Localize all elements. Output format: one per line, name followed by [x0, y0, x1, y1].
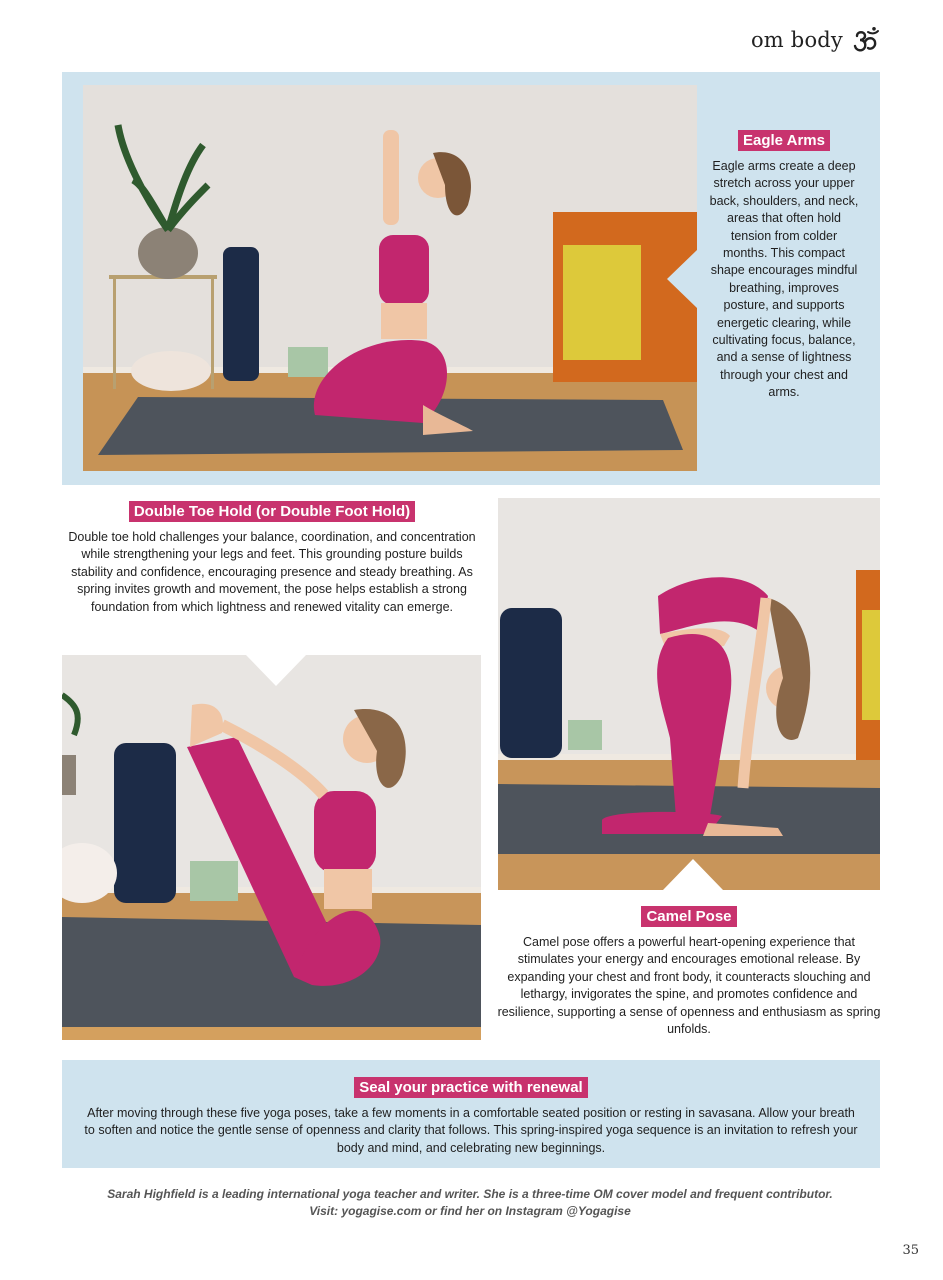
camel-pose-pointer — [663, 859, 723, 890]
seal-title: Seal your practice with renewal — [354, 1077, 587, 1098]
camel-pose-photo — [498, 498, 880, 890]
om-symbol-icon — [853, 26, 881, 54]
author-credit-line-2: Visit: yogagise.com or find her on Instagram @Yogagise — [309, 1204, 631, 1218]
author-credit-line-1: Sarah Highfield is a leading international yoga teacher and writer. She is a three-time OM cover model and frequent contributor. — [107, 1187, 833, 1201]
page-number: 35 — [902, 1243, 919, 1258]
author-credit — [70, 1186, 870, 1220]
page-header — [751, 26, 881, 54]
seal-text: After moving through these five yoga poses, take a few moments in a comfortable seated position or resting in savasana. Allow your breath to soften and notice the gentle sense of openness and clarity that follows. This spring-inspired yoga sequence is an invitation to refresh your body and mind, and celebrating new beginnings. — [84, 1106, 858, 1155]
camel-pose-title: Camel Pose — [641, 906, 736, 927]
double-toe-hold-photo — [62, 655, 481, 1040]
eagle-arms-copy — [707, 130, 861, 402]
eagle-arms-photo — [83, 85, 697, 471]
double-toe-hold-text: Double toe hold challenges your balance, coordination, and concentration while strengthening your legs and feet. This grounding posture builds stability and confidence, encouraging presence and steady breathing. As spring invites growth and movement, the pose helps establish a strong foundation from which lightness and renewed vitality can emerge. — [68, 530, 476, 614]
double-toe-hold-title: Double Toe Hold (or Double Foot Hold) — [129, 501, 415, 522]
double-toe-hold-pointer — [246, 655, 306, 686]
double-toe-hold-copy — [64, 501, 480, 616]
section-name: om body — [750, 28, 843, 52]
seal-copy — [82, 1077, 860, 1157]
eagle-arms-text: Eagle arms create a deep stretch across your upper back, shoulders, and neck, areas that often hold tension from colder months. This compact shape encourages mindful breathing, improves posture, and supports energetic clearing, while cultivating focus, balance, and a sense of lightness through your chest and arms. — [709, 159, 859, 400]
camel-pose-text: Camel pose offers a powerful heart-opening experience that stimulates your energy and encourages emotional release. By expanding your chest and front body, it counteracts slouching and lethargy, invigorates the spine, and promotes confidence and resilience, supporting a sense of openness and enthusiasm as spring unfolds. — [497, 935, 881, 1037]
camel-pose-copy — [496, 906, 882, 1038]
eagle-arms-title: Eagle Arms — [738, 130, 830, 151]
eagle-arms-pointer — [667, 250, 697, 308]
